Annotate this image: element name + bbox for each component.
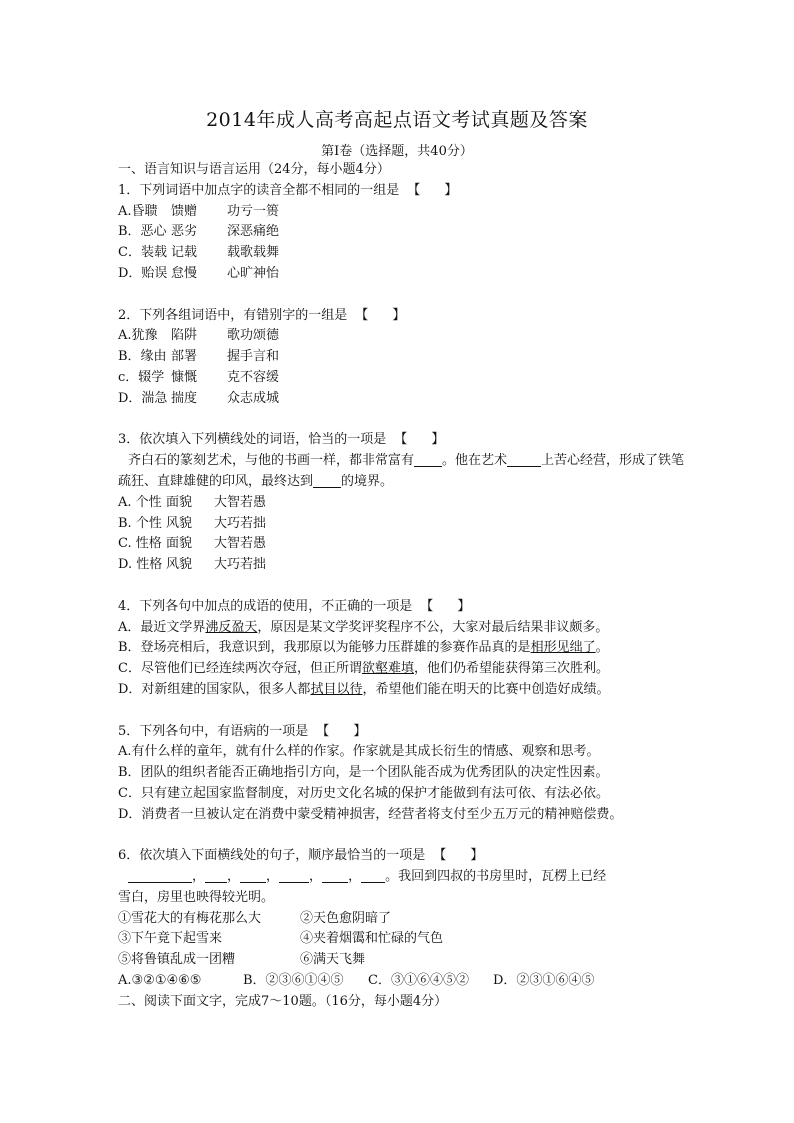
answer-bracket: 【 】: [316, 723, 377, 739]
option-word: 大智若愚: [214, 536, 267, 552]
question-4-text: 4．下列各句中加点的成语的使用，不正确的一项是: [118, 598, 413, 614]
sentence-item: ⑤将鲁镇乱成一团糟: [118, 952, 236, 968]
option-label: A.昏聩: [118, 203, 158, 219]
question-5-option-b: B．团队的组织者能否正确地指引方向，是一个团队能否成为优秀团队的决定性因素。: [118, 765, 609, 781]
question-6-items-row-3: [118, 950, 688, 971]
option-word: 部署: [171, 349, 198, 365]
option-text: C．尽管他们已经连续两次夺冠，但正所谓: [118, 661, 362, 677]
question-2-stem: [118, 306, 688, 327]
option-word: 风貌: [166, 557, 193, 573]
option-word: 馈赠: [171, 203, 198, 219]
question-6-blanks: ， ， ， ， ， 。我回到四叔的书房里时，瓦楞上已经: [118, 867, 688, 888]
question-2-option-b: [118, 347, 688, 368]
question-4-option-c: [118, 659, 688, 680]
question-6-text: 6．依次填入下面横线处的句子，顺序最恰当的一项是: [118, 848, 426, 864]
question-2-option-c: [118, 368, 688, 389]
option-word: 大智若愚: [214, 494, 267, 510]
answer-option-b: B．②③⑥①④⑤: [243, 973, 344, 989]
answer-option-a: A.③②①④⑥⑤: [118, 973, 202, 989]
option-text: D．对新组建的国家队，很多人都: [118, 681, 311, 697]
exam-content: [118, 160, 688, 1013]
answer-bracket: 【 】: [433, 848, 494, 864]
question-4-option-a: [118, 618, 688, 639]
paper-subtitle: 第Ⅰ卷（选择题，共40分）: [321, 144, 473, 159]
fill-blank: [279, 868, 309, 883]
sentence-item: ②天色愈阴暗了: [300, 910, 392, 926]
question-3-passage: [118, 451, 688, 493]
option-label: D．贻误: [118, 265, 168, 281]
question-6-items-row-2: [118, 929, 688, 950]
option-word: 克不容缓: [227, 369, 280, 385]
answer-bracket: 【 】: [394, 432, 455, 448]
question-5-text: 5．下列各句中，有语病的一项是: [118, 723, 309, 739]
passage-text: 齐白石的篆刻艺术，与他的书画一样，都非常富有: [128, 453, 415, 469]
option-word: 大巧若拙: [214, 557, 267, 573]
sentence-item: ④夹着烟霭和忙碌的气色: [300, 931, 444, 947]
fill-blank: [414, 452, 442, 467]
option-word: 陷阱: [171, 328, 198, 344]
answer-option-c: C．③①⑥④⑤②: [368, 973, 469, 989]
option-word: 心旷神怡: [227, 265, 280, 281]
question-1-option-c: [118, 243, 688, 264]
option-word: 大巧若拙: [214, 515, 267, 531]
question-1-text: 1．下列词语中加点字的读音全都不相同的一组是: [118, 182, 400, 198]
question-3-option-d: [118, 555, 688, 576]
option-word: 恶劣: [171, 224, 198, 240]
option-word: 握手言和: [227, 349, 280, 365]
option-label: c．辍学: [118, 369, 165, 385]
question-3-option-c: [118, 534, 688, 555]
option-word: D. 性格: [118, 557, 163, 573]
question-1-option-b: [118, 222, 688, 243]
answer-bracket: 【 】: [355, 307, 416, 323]
option-label: A.犹豫: [118, 328, 158, 344]
option-word: 记载: [171, 245, 198, 261]
question-4-stem: [118, 597, 688, 618]
option-word: 深恶痛绝: [227, 224, 280, 240]
option-label: B．缘由: [118, 349, 167, 365]
question-2-option-d: [118, 389, 688, 410]
option-word: 风貌: [166, 515, 193, 531]
answer-bracket: 【 】: [420, 598, 481, 614]
fill-blank: [322, 868, 348, 883]
option-label: C．装载: [118, 245, 167, 261]
option-word: C. 性格: [118, 536, 162, 552]
underlined-idiom: 沸反盈天: [205, 619, 258, 635]
section-heading-2: 二、阅读下面文字，完成7～10题。（16分，每小题4分）: [118, 993, 448, 1009]
option-label: D．湍急: [118, 390, 168, 406]
passage-text: 。我回到四叔的书房里时，瓦楞上已经: [385, 869, 607, 885]
underlined-idiom: 相形见绌了: [530, 640, 596, 656]
passage-text: 。他在艺术: [442, 453, 508, 469]
passage-text: 的境界。: [341, 473, 394, 489]
question-3-option-b: [118, 514, 688, 535]
answer-bracket: 【 】: [407, 182, 468, 198]
fill-blank: [361, 868, 385, 883]
question-2-option-a: [118, 326, 688, 347]
option-word: 慷慨: [171, 369, 198, 385]
question-5-option-d: D．消费者一旦被认定在消费中蒙受精神损害，经营者将支付至少五万元的精神赔偿费。: [118, 806, 623, 822]
passage-text: 上苦心经营，形成了铁笔疏狂、直肆雄健的印风，最终达到: [118, 453, 685, 489]
option-word: 歌功颂德: [227, 328, 280, 344]
question-5-option-a: A.有什么样的童年，就有什么样的作家。作家就是其成长衍生的情感、观察和思考。: [118, 744, 600, 760]
option-word: 载歌载舞: [227, 245, 280, 261]
fill-blank: [240, 868, 266, 883]
option-text: ，他们仍希望能获得第三次胜利。: [413, 661, 609, 677]
option-word: A. 个性: [118, 494, 162, 510]
question-6-stem: [118, 846, 688, 867]
option-text: ，原因是某文学奖评奖程序不公，大家对最后结果非议颇多。: [257, 619, 609, 635]
section-heading: 一、语言知识与语言运用（24分，每小题4分）: [118, 162, 390, 177]
question-3-text: 3．依次填入下列横线处的词语，恰当的一项是: [118, 432, 387, 448]
question-6-items-row-1: [118, 909, 688, 930]
question-1-stem: [118, 181, 688, 202]
option-word: 怠慢: [171, 265, 198, 281]
option-word: B. 个性: [118, 515, 162, 531]
sentence-item: ①雪花大的有梅花那么大: [118, 910, 262, 926]
question-6-answer-options: [118, 971, 688, 992]
fill-blank: [313, 473, 341, 488]
option-word: 功亏一篑: [227, 203, 280, 219]
question-1-option-d: [118, 264, 688, 285]
fill-blank: [507, 452, 541, 467]
question-5-option-c: C．只有建立起国家监督制度，对历史文化名城的保护才能做到有法可依、有法必依。: [118, 785, 609, 801]
question-3-stem: [118, 430, 688, 451]
sentence-item: ③下午竟下起雪来: [118, 931, 223, 947]
question-2-text: 2．下列各组词语中，有错别字的一组是: [118, 307, 348, 323]
fill-blank: [205, 868, 227, 883]
question-1-option-a: [118, 202, 688, 223]
question-5-stem: [118, 722, 688, 743]
option-label: B．恶心: [118, 224, 167, 240]
option-text: 。: [595, 640, 609, 656]
underlined-idiom: 欲壑难填: [361, 661, 414, 677]
option-text: ，希望他们能在明天的比赛中创造好成绩。: [362, 681, 610, 697]
option-word: 众志成城: [227, 390, 280, 406]
option-word: 揣度: [171, 390, 198, 406]
option-word: 面貌: [166, 494, 193, 510]
answer-option-d: D．②③①⑥④⑤: [493, 973, 595, 989]
fill-blank: [128, 868, 192, 883]
question-6-passage-end: 雪白，房里也映得较光明。: [118, 889, 275, 905]
option-text: B．登场亮相后，我意识到，我那原以为能够力压群雄的参赛作品真的是: [118, 640, 531, 656]
document-title: 2014年成人高考高起点语文考试真题及答案: [206, 109, 588, 131]
question-3-option-a: [118, 493, 688, 514]
option-text: A．最近文学界: [118, 619, 206, 635]
underlined-idiom: 拭目以待: [310, 681, 363, 697]
sentence-item: ⑥满天飞舞: [300, 952, 366, 968]
question-4-option-d: [118, 680, 688, 701]
question-4-option-b: [118, 638, 688, 659]
option-word: 面貌: [166, 536, 193, 552]
